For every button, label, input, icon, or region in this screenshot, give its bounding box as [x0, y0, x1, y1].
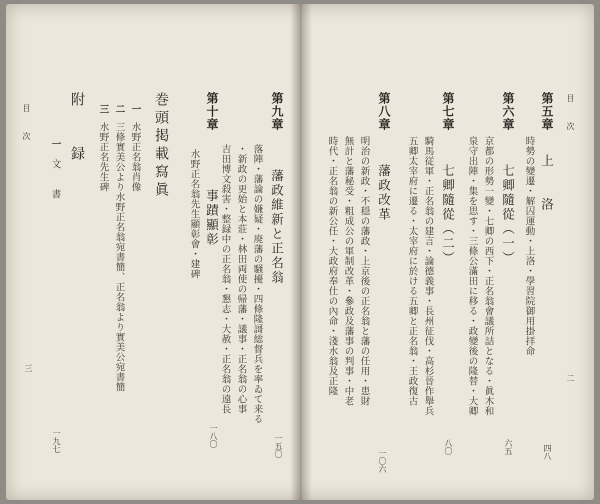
- chapter-9-summary-line: 落陣・藩論の嫌疑・廃藩の騒擾・四條隆謌総督兵を率ゐて来る: [251, 144, 263, 424]
- plates-heading: 巻頭掲載寫眞: [153, 92, 169, 200]
- chapter-8-summary-line: 無計と藩秘受・粗成公の軍制改革・參政及藩事の判事・中老: [342, 136, 354, 406]
- page-header: 目 次: [566, 94, 575, 136]
- chapter-9-title: 藩政維新と正名翁: [269, 169, 285, 285]
- chapter-10-title: 事蹟顯彰: [204, 189, 220, 247]
- page-number: 二: [566, 374, 575, 382]
- chapter-8-label: 第八章: [377, 92, 391, 131]
- chapter-5-label: 第五章: [540, 92, 554, 131]
- chapter-6-label: 第六章: [501, 92, 515, 131]
- chapter-9-page: 一五〇: [274, 434, 283, 458]
- plate-item: 三條實美公より水野正名翁宛書簡、正名翁より實美公宛書簡: [113, 122, 125, 392]
- chapter-7-label: 第七章: [441, 92, 455, 131]
- appendix-item-number: 一: [49, 139, 61, 149]
- chapter-9-label: 第九章: [270, 92, 284, 131]
- chapter-8-page: 一〇六: [378, 449, 387, 473]
- chapter-10-page: 一八〇: [209, 424, 218, 448]
- chapter-10-summary: 水野正名翁先生顯彰會・建碑: [188, 149, 200, 279]
- appendix-page: 一九七: [52, 429, 61, 453]
- chapter-8-summary-line: 時代・正名翁の新公任・大政府奉仕の內命・淺水翁及正隆: [326, 136, 338, 396]
- chapter-6-summary-line: 京都の形勢一變・七卿の西下・正名翁會議所詰となる・眞木和: [482, 136, 494, 416]
- chapter-7-title: 七卿隨從（二）: [440, 164, 456, 266]
- appendix-item: 文 書: [49, 159, 61, 199]
- page-number: 三: [24, 364, 33, 372]
- chapter-6-summary-line: 泉守出陣・集を思す・三條公滿田に移る・政變後の隆替・大卿: [466, 136, 478, 416]
- chapter-5-page: 四八: [543, 444, 552, 460]
- plate-item-number: 三: [97, 104, 109, 114]
- chapter-7-page: 八〇: [444, 439, 453, 455]
- page-header: 目 次: [22, 104, 31, 146]
- page-gutter: [290, 4, 312, 500]
- chapter-10-label: 第十章: [205, 92, 219, 131]
- plate-item-number: 二: [113, 104, 125, 114]
- chapter-6-page: 六五: [504, 439, 513, 455]
- chapter-6-title: 七卿隨從（一）: [500, 164, 516, 266]
- plate-item: 水野正名先生碑: [97, 122, 109, 192]
- chapter-8-summary-line: 明治の新政・不穏の藩政・上京後の正名翁と藩の任用・患財: [358, 136, 370, 406]
- appendix-heading: 附 録: [69, 92, 85, 164]
- book-spread: [6, 4, 594, 500]
- chapter-9-summary-line: ・新政の更始と本莊・林田両使の帰藩・議事・正名翁の心事: [235, 144, 247, 414]
- chapter-5-summary: 時勢の變遷・解囚運動・上洛・學習院御用掛拝命: [523, 136, 535, 356]
- plate-item-number: 一: [129, 104, 141, 114]
- chapter-7-summary-line: 騎馬従軍・正名翁の建言・論德義事・長州征伐・高杉晉作舉兵: [422, 136, 434, 416]
- chapter-8-title: 藩政改革: [376, 164, 392, 222]
- chapter-5-title: 上 洛: [539, 154, 555, 212]
- chapter-7-summary-line: 五卿太宰府に遷る・太宰府に於ける五卿と正名翁・王政復古: [406, 136, 418, 406]
- chapter-9-summary-line: 吉田博文殺害・整録中の正名翁・懇志・大赦・正名翁の遠長: [219, 144, 231, 414]
- plate-item: 水野正名翁肖像: [129, 122, 141, 192]
